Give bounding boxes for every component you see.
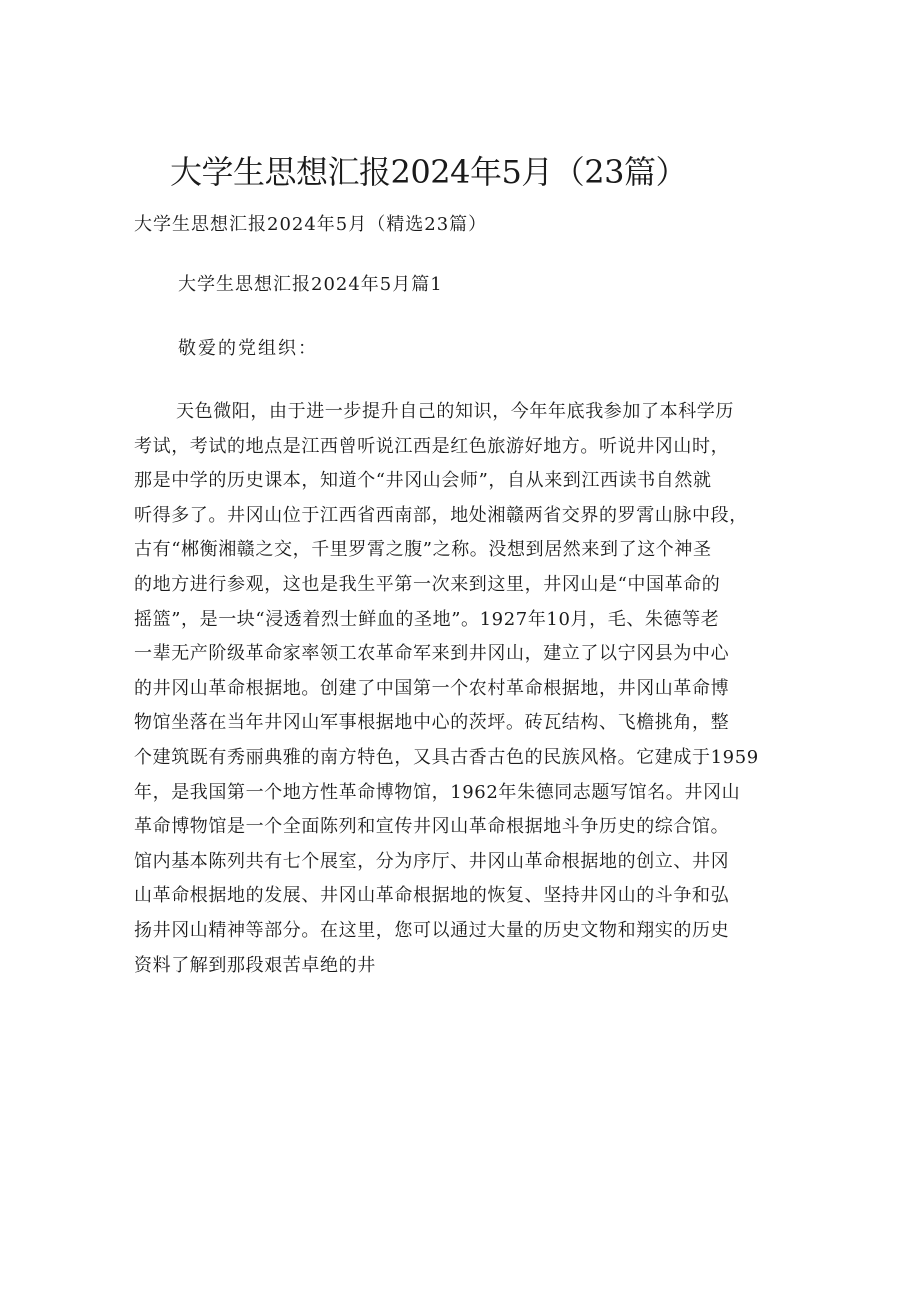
body-line: 年，是我国第一个地方性革命博物馆，1962年朱德同志题写馆名。井冈山 bbox=[134, 781, 741, 803]
body-line: 摇篮”，是一块“浸透着烈士鲜血的圣地”。1927年10月，毛、朱德等老 bbox=[134, 608, 720, 630]
body-line: 山革命根据地的发展、井冈山革命根据地的恢复、坚持井冈山的斗争和弘 bbox=[134, 885, 730, 907]
document-title: 大学生思想汇报2024年5月（23篇） bbox=[170, 153, 688, 191]
body-line: 听得多了。井冈山位于江西省西南部，地处湘赣两省交界的罗霄山脉中段， bbox=[134, 504, 748, 526]
body-line: 扬井冈山精神等部分。在这里，您可以通过大量的历史文物和翔实的历史 bbox=[134, 919, 730, 941]
body-paragraph bbox=[134, 395, 794, 983]
document-subtitle: 大学生思想汇报2024年5月（精选23篇） bbox=[134, 214, 488, 235]
section-heading: 大学生思想汇报2024年5月篇1 bbox=[178, 274, 443, 295]
body-line: 的地方进行参观，这也是我生平第一次来到这里，井冈山是“中国革命的 bbox=[134, 573, 721, 595]
body-line: 资料了解到那段艰苦卓绝的井 bbox=[134, 954, 376, 976]
body-line: 物馆坐落在当年井冈山军事根据地中心的茨坪。砖瓦结构、飞檐挑角，整 bbox=[134, 712, 730, 734]
body-line: 古有“郴衡湘赣之交，千里罗霄之腹”之称。没想到居然来到了这个神圣 bbox=[134, 539, 712, 561]
body-line: 考试，考试的地点是江西曾听说江西是红色旅游好地方。听说井冈山时， bbox=[134, 435, 730, 457]
body-line: 革命博物馆是一个全面陈列和宣传井冈山革命根据地斗争历史的综合馆。 bbox=[134, 816, 730, 838]
body-line: 天色微阳，由于进一步提升自己的知识，今年年底我参加了本科学历 bbox=[176, 401, 734, 422]
body-line: 一辈无产阶级革命家率领工农革命军来到井冈山，建立了以宁冈县为中心 bbox=[134, 643, 730, 665]
body-line: 馆内基本陈列共有七个展室，分为序厅、井冈山革命根据地的创立、井冈 bbox=[134, 850, 730, 872]
body-line: 个建筑既有秀丽典雅的南方特色，又具古香古色的民族风格。它建成于1959 bbox=[134, 746, 759, 768]
body-line: 那是中学的历史课本，知道个“井冈山会师”，自从来到江西读书自然就 bbox=[134, 470, 712, 492]
salutation: 敬爱的党组织： bbox=[178, 338, 318, 359]
body-line: 的井冈山革命根据地。创建了中国第一个农村革命根据地，井冈山革命博 bbox=[134, 677, 730, 699]
